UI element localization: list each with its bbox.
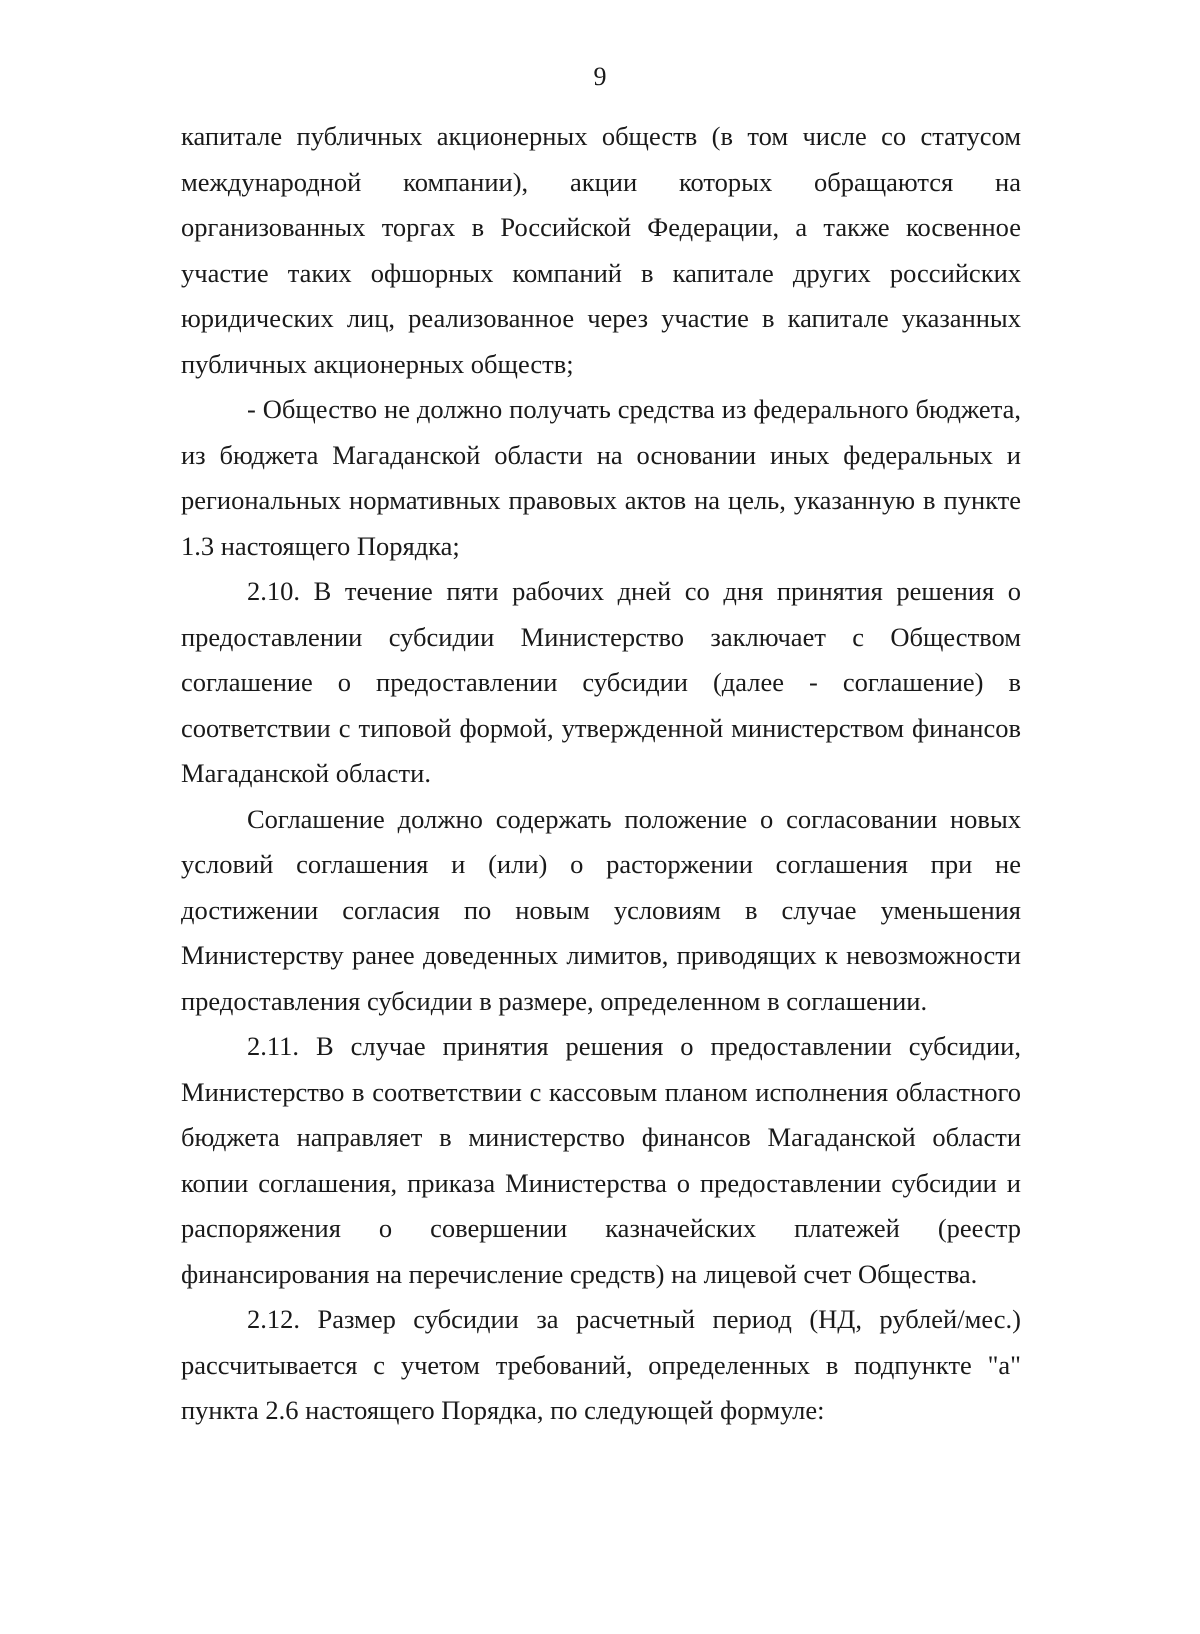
paragraph-continuation: капитале публичных акционерных обществ (в том числе со статусом международной компании), акции которых обращаются на организованных торгах в Российской Федерации, а также косвенное участие таких офшорных компаний в капитале других российских юридических лиц, реализованное через участие в капитале указанных публичных акционерных обществ; xyxy=(181,121,1021,379)
document-body xyxy=(181,114,1021,1434)
paragraph-clause-2-11: 2.11. В случае принятия решения о предоставлении субсидии, Министерство в соответствии с кассовым планом исполнения областного бюджета направляет в министерство финансов Магаданской области копии соглашения, приказа Министерства о предоставлении субсидии и распоряжения о совершении казначейских платежей (реестр финансирования на перечисление средств) на лицевой счет Общества. xyxy=(181,1031,1021,1289)
page-number: 9 xyxy=(593,62,607,91)
paragraph-clause-2-10: 2.10. В течение пяти рабочих дней со дня принятия решения о предоставлении субсидии Министерство заключает с Обществом соглашение о предоставлении субсидии (далее - соглашение) в соответствии с типовой формой, утвержденной министерством финансов Магаданской области. xyxy=(181,576,1021,788)
paragraph-agreement-terms: Соглашение должно содержать положение о согласовании новых условий соглашения и (или) о расторжении соглашения при не достижении согласия по новым условиям в случае уменьшения Министерству ранее доведенных лимитов, приводящих к невозможности предоставления субсидии в размере, определенном в соглашении. xyxy=(181,803,1021,1016)
paragraph-clause-2-12: 2.12. Размер субсидии за расчетный период (НД, рублей/мес.) рассчитывается с учетом требований, определенных в подпункте "а" пункта 2.6 настоящего Порядка, по следующей формуле: xyxy=(181,1304,1021,1425)
paragraph-no-federal-funds: - Общество не должно получать средства из федерального бюджета, из бюджета Магаданской области на основании иных федеральных и региональных нормативных правовых актов на цель, указанную в пункте 1.3 настоящего Порядка; xyxy=(181,394,1021,561)
